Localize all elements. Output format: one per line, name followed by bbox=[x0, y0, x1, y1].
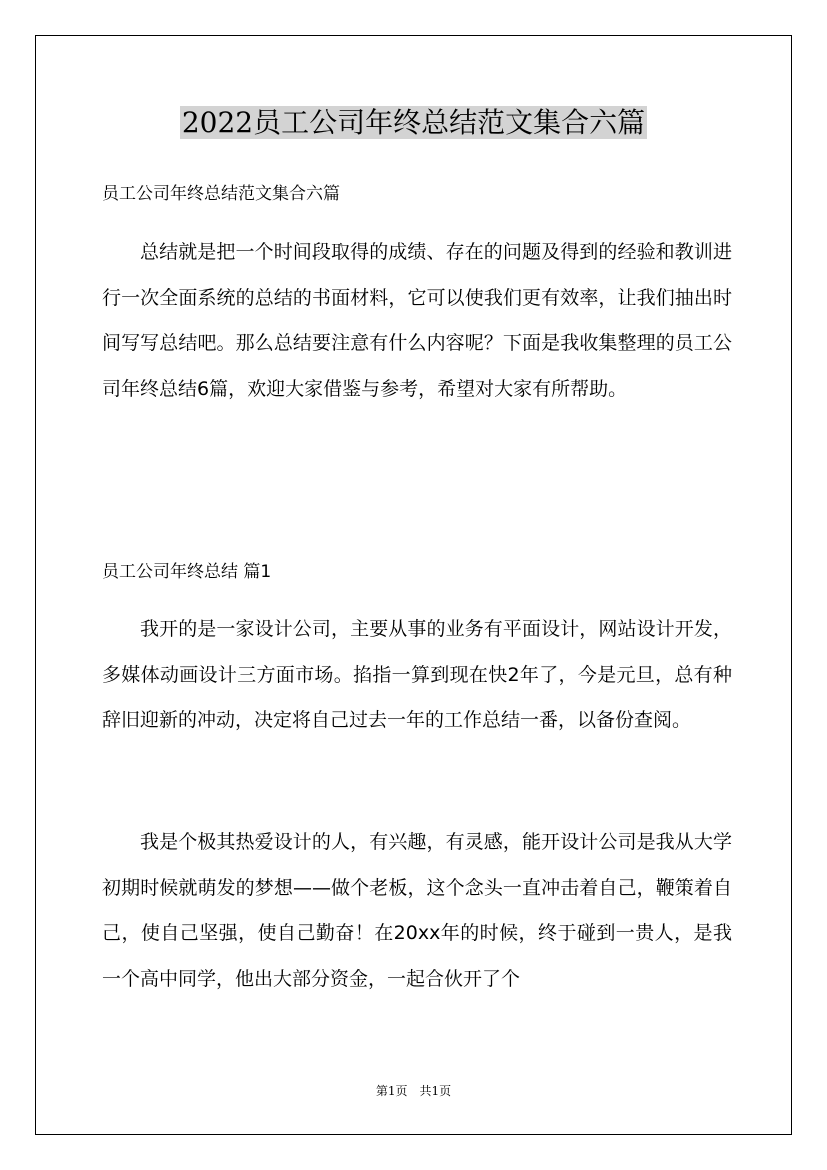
document-title-text: 2022员工公司年终总结范文集合六篇 bbox=[181, 106, 646, 139]
body-paragraph: 我是个极其热爱设计的人，有兴趣，有灵感，能开设计公司是我从大学初期时候就萌发的梦想——做个老板，这个念头一直冲击着自己，鞭策着自己，使自己坚强，使自己勤奋！在20xx年的时候，终于碰到一贵人，是我一个高中同学，他出大部分资金，一起合伙开了个 bbox=[102, 831, 732, 990]
section-heading: 员工公司年终总结 篇1 bbox=[102, 562, 272, 582]
document-title bbox=[0, 103, 827, 143]
intro-paragraph: 总结就是把一个时间段取得的成绩、存在的问题及得到的经验和教训进行一次全面系统的总结的书面材料，它可以使我们更有效率，让我们抽出时间写写总结吧。那么总结要注意有什么内容呢？下面是我收集整理的员工公司年终总结6篇，欢迎大家借鉴与参考，希望对大家有所帮助。 bbox=[102, 241, 732, 400]
document-subtitle: 员工公司年终总结范文集合六篇 bbox=[102, 184, 340, 204]
page-footer: 第1页 共1页 bbox=[375, 1084, 452, 1098]
body-paragraph: 我开的是一家设计公司，主要从事的业务有平面设计，网站设计开发，多媒体动画设计三方面市场。掐指一算到现在快2年了，今是元旦，总有种辞旧迎新的冲动，决定将自己过去一年的工作总结一番，以备份查阅。 bbox=[102, 618, 732, 731]
